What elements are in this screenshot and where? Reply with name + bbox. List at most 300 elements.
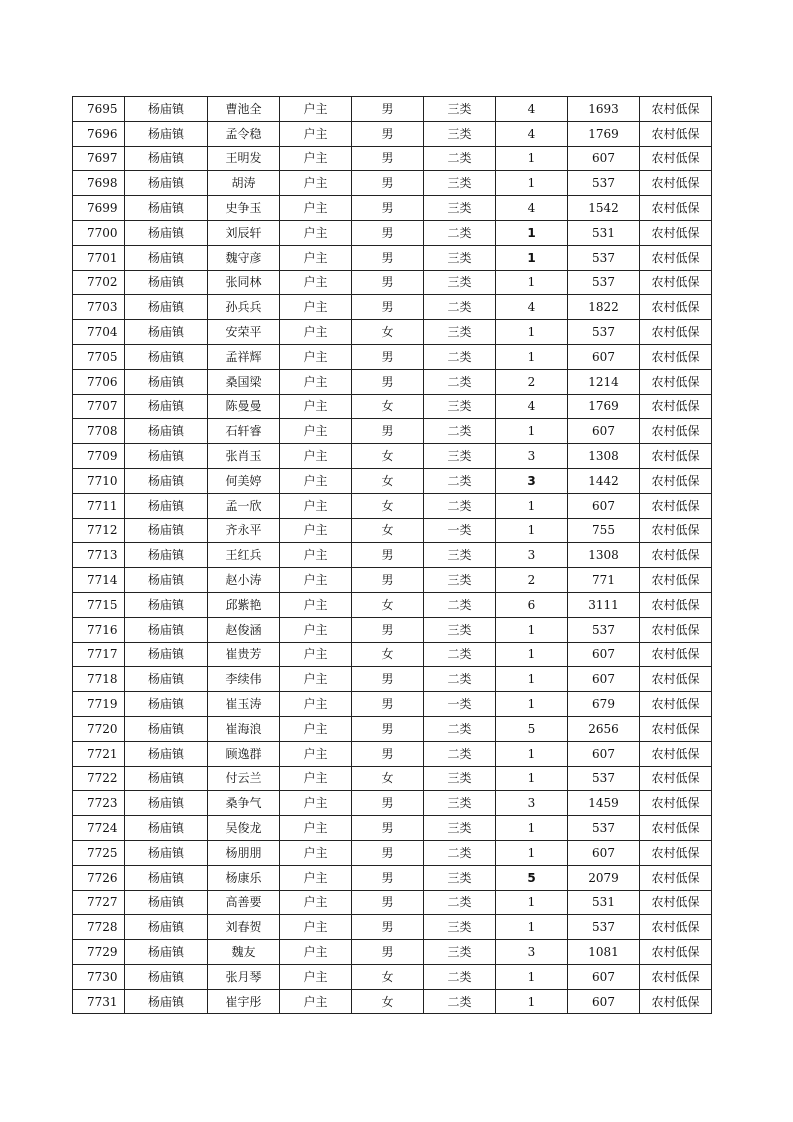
gender-cell: 男 — [352, 419, 424, 444]
table-row — [73, 171, 712, 196]
relation-cell: 户主 — [280, 121, 352, 146]
relation-cell: 户主 — [280, 840, 352, 865]
row-number-cell: 7705 — [73, 344, 125, 369]
gender-cell: 男 — [352, 196, 424, 221]
household-size-cell: 4 — [496, 295, 568, 320]
amount-cell: 1442 — [568, 468, 640, 493]
relation-cell: 户主 — [280, 915, 352, 940]
amount-cell: 679 — [568, 692, 640, 717]
household-size-cell: 1 — [496, 146, 568, 171]
category-cell: 二类 — [424, 840, 496, 865]
assistance-type-cell: 农村低保 — [640, 568, 712, 593]
relation-cell: 户主 — [280, 940, 352, 965]
gender-cell: 女 — [352, 518, 424, 543]
name-cell: 孙兵兵 — [208, 295, 280, 320]
town-cell: 杨庙镇 — [125, 940, 208, 965]
amount-cell: 1081 — [568, 940, 640, 965]
assistance-type-cell: 农村低保 — [640, 642, 712, 667]
amount-cell: 537 — [568, 816, 640, 841]
household-size-cell: 1 — [496, 518, 568, 543]
gender-cell: 男 — [352, 245, 424, 270]
category-cell: 三类 — [424, 97, 496, 122]
assistance-type-cell: 农村低保 — [640, 220, 712, 245]
name-cell: 何美婷 — [208, 468, 280, 493]
household-size-cell: 6 — [496, 592, 568, 617]
name-cell: 崔宇彤 — [208, 989, 280, 1014]
category-cell: 二类 — [424, 890, 496, 915]
amount-cell: 531 — [568, 890, 640, 915]
category-cell: 三类 — [424, 766, 496, 791]
subsidy-roster-table — [72, 96, 712, 1014]
row-number-cell: 7700 — [73, 220, 125, 245]
household-size-cell: 2 — [496, 568, 568, 593]
category-cell: 一类 — [424, 692, 496, 717]
amount-cell: 607 — [568, 741, 640, 766]
name-cell: 孟一欣 — [208, 493, 280, 518]
assistance-type-cell: 农村低保 — [640, 816, 712, 841]
relation-cell: 户主 — [280, 692, 352, 717]
household-size-cell: 1 — [496, 617, 568, 642]
town-cell: 杨庙镇 — [125, 419, 208, 444]
town-cell: 杨庙镇 — [125, 369, 208, 394]
assistance-type-cell: 农村低保 — [640, 592, 712, 617]
town-cell: 杨庙镇 — [125, 444, 208, 469]
amount-cell: 607 — [568, 344, 640, 369]
row-number-cell: 7716 — [73, 617, 125, 642]
town-cell: 杨庙镇 — [125, 295, 208, 320]
town-cell: 杨庙镇 — [125, 344, 208, 369]
table-row — [73, 394, 712, 419]
amount-cell: 537 — [568, 766, 640, 791]
name-cell: 杨朋朋 — [208, 840, 280, 865]
gender-cell: 女 — [352, 493, 424, 518]
amount-cell: 1308 — [568, 444, 640, 469]
town-cell: 杨庙镇 — [125, 97, 208, 122]
relation-cell: 户主 — [280, 220, 352, 245]
gender-cell: 男 — [352, 369, 424, 394]
gender-cell: 男 — [352, 667, 424, 692]
row-number-cell: 7711 — [73, 493, 125, 518]
assistance-type-cell: 农村低保 — [640, 940, 712, 965]
table-row — [73, 295, 712, 320]
row-number-cell: 7699 — [73, 196, 125, 221]
town-cell: 杨庙镇 — [125, 220, 208, 245]
row-number-cell: 7717 — [73, 642, 125, 667]
household-size-cell: 1 — [496, 692, 568, 717]
relation-cell: 户主 — [280, 245, 352, 270]
category-cell: 二类 — [424, 989, 496, 1014]
name-cell: 赵俊涵 — [208, 617, 280, 642]
relation-cell: 户主 — [280, 890, 352, 915]
category-cell: 二类 — [424, 964, 496, 989]
assistance-type-cell: 农村低保 — [640, 344, 712, 369]
category-cell: 三类 — [424, 940, 496, 965]
gender-cell: 男 — [352, 295, 424, 320]
category-cell: 二类 — [424, 146, 496, 171]
amount-cell: 1542 — [568, 196, 640, 221]
relation-cell: 户主 — [280, 171, 352, 196]
table-row — [73, 964, 712, 989]
household-size-cell: 4 — [496, 121, 568, 146]
roster-body — [73, 97, 712, 1014]
table-row — [73, 444, 712, 469]
gender-cell: 男 — [352, 171, 424, 196]
amount-cell: 537 — [568, 270, 640, 295]
table-row — [73, 121, 712, 146]
household-size-cell: 1 — [496, 245, 568, 270]
relation-cell: 户主 — [280, 617, 352, 642]
town-cell: 杨庙镇 — [125, 394, 208, 419]
relation-cell: 户主 — [280, 592, 352, 617]
town-cell: 杨庙镇 — [125, 543, 208, 568]
assistance-type-cell: 农村低保 — [640, 121, 712, 146]
category-cell: 二类 — [424, 493, 496, 518]
table-row — [73, 741, 712, 766]
household-size-cell: 1 — [496, 270, 568, 295]
table-row — [73, 716, 712, 741]
town-cell: 杨庙镇 — [125, 121, 208, 146]
relation-cell: 户主 — [280, 394, 352, 419]
table-row — [73, 220, 712, 245]
table-row — [73, 667, 712, 692]
amount-cell: 755 — [568, 518, 640, 543]
household-size-cell: 4 — [496, 394, 568, 419]
town-cell: 杨庙镇 — [125, 270, 208, 295]
relation-cell: 户主 — [280, 369, 352, 394]
relation-cell: 户主 — [280, 97, 352, 122]
table-row — [73, 146, 712, 171]
assistance-type-cell: 农村低保 — [640, 518, 712, 543]
household-size-cell: 1 — [496, 766, 568, 791]
name-cell: 张肖玉 — [208, 444, 280, 469]
amount-cell: 1214 — [568, 369, 640, 394]
town-cell: 杨庙镇 — [125, 493, 208, 518]
row-number-cell: 7706 — [73, 369, 125, 394]
assistance-type-cell: 农村低保 — [640, 468, 712, 493]
town-cell: 杨庙镇 — [125, 766, 208, 791]
gender-cell: 男 — [352, 344, 424, 369]
name-cell: 桑国梁 — [208, 369, 280, 394]
gender-cell: 男 — [352, 741, 424, 766]
table-row — [73, 344, 712, 369]
assistance-type-cell: 农村低保 — [640, 419, 712, 444]
amount-cell: 607 — [568, 964, 640, 989]
assistance-type-cell: 农村低保 — [640, 245, 712, 270]
category-cell: 三类 — [424, 543, 496, 568]
category-cell: 三类 — [424, 865, 496, 890]
name-cell: 李续伟 — [208, 667, 280, 692]
category-cell: 二类 — [424, 741, 496, 766]
household-size-cell: 3 — [496, 444, 568, 469]
gender-cell: 男 — [352, 97, 424, 122]
relation-cell: 户主 — [280, 741, 352, 766]
row-number-cell: 7731 — [73, 989, 125, 1014]
table-row — [73, 97, 712, 122]
household-size-cell: 3 — [496, 468, 568, 493]
gender-cell: 男 — [352, 692, 424, 717]
town-cell: 杨庙镇 — [125, 245, 208, 270]
amount-cell: 607 — [568, 419, 640, 444]
relation-cell: 户主 — [280, 716, 352, 741]
category-cell: 三类 — [424, 245, 496, 270]
name-cell: 魏守彦 — [208, 245, 280, 270]
town-cell: 杨庙镇 — [125, 816, 208, 841]
assistance-type-cell: 农村低保 — [640, 741, 712, 766]
assistance-type-cell: 农村低保 — [640, 915, 712, 940]
town-cell: 杨庙镇 — [125, 716, 208, 741]
category-cell: 二类 — [424, 369, 496, 394]
table-row — [73, 543, 712, 568]
category-cell: 三类 — [424, 171, 496, 196]
row-number-cell: 7715 — [73, 592, 125, 617]
household-size-cell: 3 — [496, 543, 568, 568]
relation-cell: 户主 — [280, 270, 352, 295]
name-cell: 刘辰轩 — [208, 220, 280, 245]
relation-cell: 户主 — [280, 568, 352, 593]
table-row — [73, 568, 712, 593]
relation-cell: 户主 — [280, 543, 352, 568]
category-cell: 二类 — [424, 468, 496, 493]
assistance-type-cell: 农村低保 — [640, 667, 712, 692]
amount-cell: 537 — [568, 617, 640, 642]
row-number-cell: 7704 — [73, 320, 125, 345]
gender-cell: 男 — [352, 543, 424, 568]
town-cell: 杨庙镇 — [125, 840, 208, 865]
name-cell: 史争玉 — [208, 196, 280, 221]
household-size-cell: 1 — [496, 419, 568, 444]
name-cell: 赵小涛 — [208, 568, 280, 593]
amount-cell: 607 — [568, 146, 640, 171]
gender-cell: 男 — [352, 617, 424, 642]
name-cell: 崔贵芳 — [208, 642, 280, 667]
category-cell: 二类 — [424, 716, 496, 741]
name-cell: 孟令稳 — [208, 121, 280, 146]
category-cell: 三类 — [424, 121, 496, 146]
assistance-type-cell: 农村低保 — [640, 692, 712, 717]
category-cell: 二类 — [424, 667, 496, 692]
name-cell: 曹池全 — [208, 97, 280, 122]
amount-cell: 1459 — [568, 791, 640, 816]
assistance-type-cell: 农村低保 — [640, 369, 712, 394]
table-row — [73, 865, 712, 890]
assistance-type-cell: 农村低保 — [640, 196, 712, 221]
household-size-cell: 1 — [496, 642, 568, 667]
table-row — [73, 468, 712, 493]
household-size-cell: 1 — [496, 915, 568, 940]
row-number-cell: 7718 — [73, 667, 125, 692]
household-size-cell: 1 — [496, 493, 568, 518]
amount-cell: 1769 — [568, 121, 640, 146]
table-row — [73, 518, 712, 543]
category-cell: 二类 — [424, 642, 496, 667]
amount-cell: 1693 — [568, 97, 640, 122]
assistance-type-cell: 农村低保 — [640, 295, 712, 320]
table-row — [73, 419, 712, 444]
amount-cell: 3111 — [568, 592, 640, 617]
assistance-type-cell: 农村低保 — [640, 444, 712, 469]
row-number-cell: 7722 — [73, 766, 125, 791]
assistance-type-cell: 农村低保 — [640, 171, 712, 196]
relation-cell: 户主 — [280, 444, 352, 469]
gender-cell: 男 — [352, 220, 424, 245]
relation-cell: 户主 — [280, 344, 352, 369]
household-size-cell: 1 — [496, 989, 568, 1014]
table-row — [73, 592, 712, 617]
row-number-cell: 7719 — [73, 692, 125, 717]
amount-cell: 607 — [568, 989, 640, 1014]
assistance-type-cell: 农村低保 — [640, 146, 712, 171]
table-row — [73, 320, 712, 345]
row-number-cell: 7721 — [73, 741, 125, 766]
row-number-cell: 7726 — [73, 865, 125, 890]
relation-cell: 户主 — [280, 146, 352, 171]
town-cell: 杨庙镇 — [125, 196, 208, 221]
gender-cell: 男 — [352, 716, 424, 741]
category-cell: 三类 — [424, 444, 496, 469]
name-cell: 崔海浪 — [208, 716, 280, 741]
table-row — [73, 890, 712, 915]
gender-cell: 女 — [352, 444, 424, 469]
relation-cell: 户主 — [280, 468, 352, 493]
assistance-type-cell: 农村低保 — [640, 493, 712, 518]
row-number-cell: 7696 — [73, 121, 125, 146]
name-cell: 魏友 — [208, 940, 280, 965]
relation-cell: 户主 — [280, 320, 352, 345]
town-cell: 杨庙镇 — [125, 915, 208, 940]
household-size-cell: 1 — [496, 840, 568, 865]
assistance-type-cell: 农村低保 — [640, 97, 712, 122]
assistance-type-cell: 农村低保 — [640, 716, 712, 741]
household-size-cell: 1 — [496, 344, 568, 369]
row-number-cell: 7709 — [73, 444, 125, 469]
relation-cell: 户主 — [280, 791, 352, 816]
assistance-type-cell: 农村低保 — [640, 320, 712, 345]
name-cell: 张同林 — [208, 270, 280, 295]
row-number-cell: 7724 — [73, 816, 125, 841]
assistance-type-cell: 农村低保 — [640, 890, 712, 915]
amount-cell: 1769 — [568, 394, 640, 419]
town-cell: 杨庙镇 — [125, 171, 208, 196]
amount-cell: 537 — [568, 171, 640, 196]
assistance-type-cell: 农村低保 — [640, 840, 712, 865]
table-row — [73, 915, 712, 940]
category-cell: 三类 — [424, 270, 496, 295]
household-size-cell: 1 — [496, 741, 568, 766]
town-cell: 杨庙镇 — [125, 592, 208, 617]
name-cell: 石轩睿 — [208, 419, 280, 444]
relation-cell: 户主 — [280, 667, 352, 692]
name-cell: 王红兵 — [208, 543, 280, 568]
row-number-cell: 7708 — [73, 419, 125, 444]
assistance-type-cell: 农村低保 — [640, 270, 712, 295]
name-cell: 张月琴 — [208, 964, 280, 989]
gender-cell: 女 — [352, 766, 424, 791]
amount-cell: 537 — [568, 245, 640, 270]
table-row — [73, 270, 712, 295]
row-number-cell: 7730 — [73, 964, 125, 989]
gender-cell: 女 — [352, 964, 424, 989]
name-cell: 付云兰 — [208, 766, 280, 791]
table-row — [73, 369, 712, 394]
gender-cell: 男 — [352, 890, 424, 915]
relation-cell: 户主 — [280, 493, 352, 518]
table-row — [73, 816, 712, 841]
town-cell: 杨庙镇 — [125, 865, 208, 890]
name-cell: 陈曼曼 — [208, 394, 280, 419]
town-cell: 杨庙镇 — [125, 692, 208, 717]
relation-cell: 户主 — [280, 419, 352, 444]
name-cell: 桑争气 — [208, 791, 280, 816]
category-cell: 三类 — [424, 568, 496, 593]
town-cell: 杨庙镇 — [125, 791, 208, 816]
gender-cell: 女 — [352, 592, 424, 617]
household-size-cell: 1 — [496, 816, 568, 841]
town-cell: 杨庙镇 — [125, 667, 208, 692]
amount-cell: 1822 — [568, 295, 640, 320]
gender-cell: 男 — [352, 791, 424, 816]
gender-cell: 男 — [352, 840, 424, 865]
household-size-cell: 1 — [496, 320, 568, 345]
category-cell: 三类 — [424, 196, 496, 221]
gender-cell: 女 — [352, 468, 424, 493]
gender-cell: 男 — [352, 816, 424, 841]
household-size-cell: 1 — [496, 220, 568, 245]
category-cell: 三类 — [424, 791, 496, 816]
row-number-cell: 7725 — [73, 840, 125, 865]
household-size-cell: 1 — [496, 964, 568, 989]
town-cell: 杨庙镇 — [125, 146, 208, 171]
table-row — [73, 766, 712, 791]
name-cell: 吴俊龙 — [208, 816, 280, 841]
category-cell: 二类 — [424, 295, 496, 320]
assistance-type-cell: 农村低保 — [640, 617, 712, 642]
gender-cell: 女 — [352, 989, 424, 1014]
household-size-cell: 4 — [496, 97, 568, 122]
table-row — [73, 940, 712, 965]
household-size-cell: 5 — [496, 716, 568, 741]
amount-cell: 607 — [568, 667, 640, 692]
assistance-type-cell: 农村低保 — [640, 989, 712, 1014]
table-row — [73, 493, 712, 518]
household-size-cell: 1 — [496, 667, 568, 692]
row-number-cell: 7728 — [73, 915, 125, 940]
gender-cell: 男 — [352, 121, 424, 146]
category-cell: 三类 — [424, 816, 496, 841]
relation-cell: 户主 — [280, 196, 352, 221]
gender-cell: 女 — [352, 394, 424, 419]
relation-cell: 户主 — [280, 518, 352, 543]
amount-cell: 607 — [568, 642, 640, 667]
relation-cell: 户主 — [280, 642, 352, 667]
gender-cell: 男 — [352, 865, 424, 890]
relation-cell: 户主 — [280, 989, 352, 1014]
table-row — [73, 989, 712, 1014]
town-cell: 杨庙镇 — [125, 741, 208, 766]
category-cell: 二类 — [424, 344, 496, 369]
relation-cell: 户主 — [280, 964, 352, 989]
amount-cell: 1308 — [568, 543, 640, 568]
name-cell: 刘春贺 — [208, 915, 280, 940]
table-row — [73, 196, 712, 221]
town-cell: 杨庙镇 — [125, 617, 208, 642]
assistance-type-cell: 农村低保 — [640, 543, 712, 568]
relation-cell: 户主 — [280, 295, 352, 320]
assistance-type-cell: 农村低保 — [640, 865, 712, 890]
amount-cell: 2656 — [568, 716, 640, 741]
name-cell: 胡涛 — [208, 171, 280, 196]
amount-cell: 531 — [568, 220, 640, 245]
category-cell: 三类 — [424, 617, 496, 642]
